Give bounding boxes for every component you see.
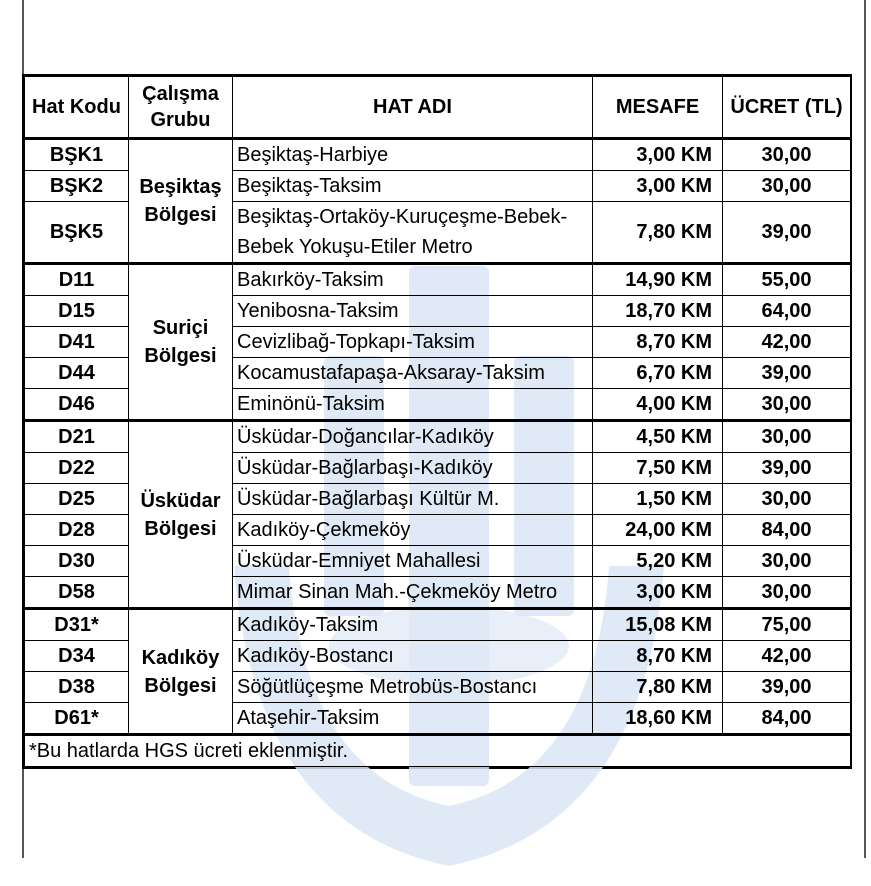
line-code: D31* [25, 609, 129, 641]
group-label: Kadıköy Bölgesi [129, 609, 233, 735]
line-name: Kadıköy-Çekmeköy [233, 515, 593, 546]
line-fee: 30,00 [723, 546, 851, 577]
line-code: D58 [25, 577, 129, 609]
line-name: Kadıköy-Bostancı [233, 641, 593, 672]
fare-table-container [22, 74, 852, 769]
line-name: Yenibosna-Taksim [233, 296, 593, 327]
group-label: Üsküdar Bölgesi [129, 421, 233, 609]
line-code: BŞK5 [25, 202, 129, 264]
line-fee: 75,00 [723, 609, 851, 641]
line-name: Bakırköy-Taksim [233, 264, 593, 296]
line-fee: 30,00 [723, 577, 851, 609]
line-fee: 39,00 [723, 672, 851, 703]
line-distance: 3,00 KM [593, 171, 723, 202]
line-fee: 39,00 [723, 358, 851, 389]
line-fee: 30,00 [723, 171, 851, 202]
line-name: Üsküdar-Bağlarbaşı Kültür M. [233, 484, 593, 515]
line-code: D38 [25, 672, 129, 703]
line-fee: 30,00 [723, 484, 851, 515]
line-code: D25 [25, 484, 129, 515]
line-fee: 30,00 [723, 139, 851, 171]
line-name: Kadıköy-Taksim [233, 609, 593, 641]
line-code: D46 [25, 389, 129, 421]
line-distance: 1,50 KM [593, 484, 723, 515]
table-header-row [25, 77, 851, 139]
fare-table [24, 76, 851, 767]
line-distance: 4,50 KM [593, 421, 723, 453]
header-group: Çalışma Grubu [129, 77, 233, 139]
line-name: Ataşehir-Taksim [233, 703, 593, 735]
line-distance: 7,80 KM [593, 202, 723, 264]
header-distance: MESAFE [593, 77, 723, 139]
line-name: Söğütlüçeşme Metrobüs-Bostancı [233, 672, 593, 703]
line-distance: 8,70 KM [593, 327, 723, 358]
footnote: *Bu hatlarda HGS ücreti eklenmiştir. [25, 735, 851, 767]
line-distance: 15,08 KM [593, 609, 723, 641]
line-name: Kocamustafapaşa-Aksaray-Taksim [233, 358, 593, 389]
line-fee: 30,00 [723, 421, 851, 453]
line-distance: 18,70 KM [593, 296, 723, 327]
line-fee: 84,00 [723, 515, 851, 546]
line-fee: 55,00 [723, 264, 851, 296]
line-distance: 5,20 KM [593, 546, 723, 577]
line-name: Eminönü-Taksim [233, 389, 593, 421]
group-label: Beşiktaş Bölgesi [129, 139, 233, 264]
line-code: D11 [25, 264, 129, 296]
line-name: Cevizlibağ-Topkapı-Taksim [233, 327, 593, 358]
line-distance: 3,00 KM [593, 139, 723, 171]
line-name: Beşiktaş-Harbiye [233, 139, 593, 171]
header-name: HAT ADI [233, 77, 593, 139]
line-name: Beşiktaş-Ortaköy-Kuruçeşme-Bebek-Bebek Yokuşu-Etiler Metro [233, 202, 593, 264]
line-distance: 14,90 KM [593, 264, 723, 296]
table-row [25, 139, 851, 171]
footnote-row [25, 735, 851, 767]
line-distance: 7,80 KM [593, 672, 723, 703]
line-distance: 7,50 KM [593, 453, 723, 484]
line-name: Beşiktaş-Taksim [233, 171, 593, 202]
line-code: D15 [25, 296, 129, 327]
line-fee: 30,00 [723, 389, 851, 421]
line-name: Üsküdar-Bağlarbaşı-Kadıköy [233, 453, 593, 484]
line-fee: 42,00 [723, 327, 851, 358]
table-row [25, 264, 851, 296]
group-label: Suriçi Bölgesi [129, 264, 233, 421]
line-distance: 18,60 KM [593, 703, 723, 735]
line-name: Mimar Sinan Mah.-Çekmeköy Metro [233, 577, 593, 609]
line-fee: 39,00 [723, 202, 851, 264]
line-code: D34 [25, 641, 129, 672]
line-name: Üsküdar-Emniyet Mahallesi [233, 546, 593, 577]
line-code: BŞK1 [25, 139, 129, 171]
line-distance: 6,70 KM [593, 358, 723, 389]
line-code: BŞK2 [25, 171, 129, 202]
line-distance: 3,00 KM [593, 577, 723, 609]
table-row [25, 421, 851, 453]
header-code: Hat Kodu [25, 77, 129, 139]
line-name: Üsküdar-Doğancılar-Kadıköy [233, 421, 593, 453]
line-code: D28 [25, 515, 129, 546]
line-fee: 42,00 [723, 641, 851, 672]
line-code: D44 [25, 358, 129, 389]
line-fee: 64,00 [723, 296, 851, 327]
line-code: D30 [25, 546, 129, 577]
line-distance: 4,00 KM [593, 389, 723, 421]
table-row [25, 609, 851, 641]
line-code: D22 [25, 453, 129, 484]
line-distance: 24,00 KM [593, 515, 723, 546]
line-code: D41 [25, 327, 129, 358]
line-fee: 39,00 [723, 453, 851, 484]
line-distance: 8,70 KM [593, 641, 723, 672]
line-code: D21 [25, 421, 129, 453]
line-code: D61* [25, 703, 129, 735]
header-fee: ÜCRET (TL) [723, 77, 851, 139]
line-fee: 84,00 [723, 703, 851, 735]
